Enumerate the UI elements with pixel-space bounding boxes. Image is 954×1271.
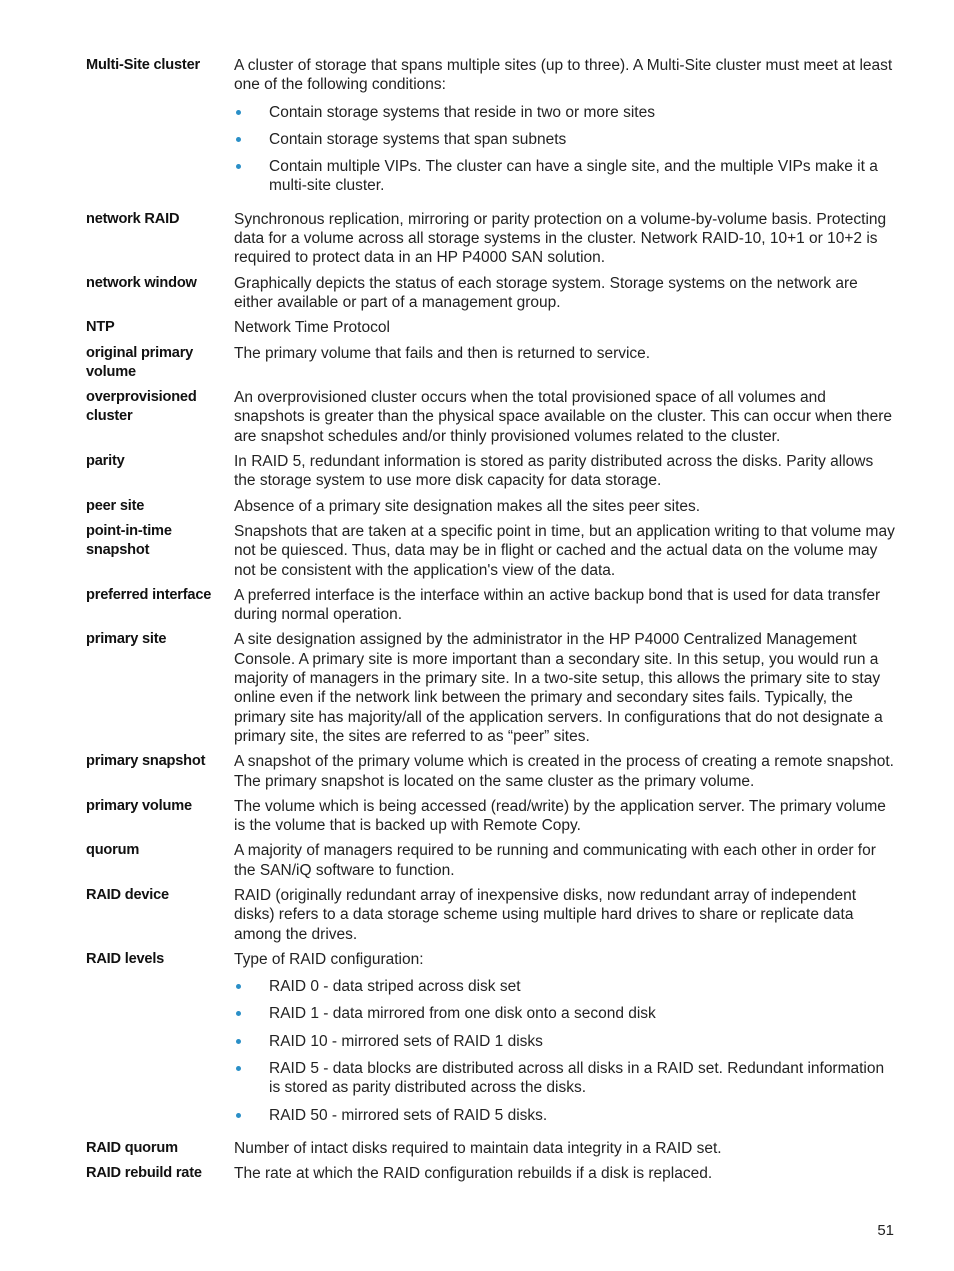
definition-text: The rate at which the RAID configuration rebuilds if a disk is replaced.: [234, 1165, 713, 1183]
bullet-item: RAID 1 - data mirrored from one disk onto a second disk: [234, 1004, 898, 1023]
definition-text: An overprovisioned cluster occurs when the total provisioned space of all volumes and snapshots is greater than the physical space available on the cluster. This can occur when there are snapshot schedules and/or thinly provisioned volumes related to the cluster.: [234, 389, 892, 445]
glossary-entry: [86, 210, 898, 268]
glossary-definition: [234, 210, 898, 268]
glossary-term: parity: [86, 453, 125, 470]
glossary-entry: [86, 752, 898, 791]
bullet-item: RAID 5 - data blocks are distributed across all disks in a RAID set. Redundant information is stored as parity distributed across the disks.: [234, 1059, 898, 1098]
definition-text: A site designation assigned by the administrator in the HP P4000 Centralized Management Console. A primary site is more important than a secondary site. In this setup, you would run a majority of managers in the primary site. In a two-site setup, this allows the primary site to stay online even if the network link between the primary and secondary sites fails. Typically, the primary site has majority/all of the application servers. In configurations that do not designate a primary site, the sites are referred to as “peer” sites.: [234, 631, 883, 745]
glossary-term: preferred interface: [86, 586, 212, 603]
glossary-term: overprovisioned cluster: [86, 389, 197, 425]
glossary-definition: [234, 797, 898, 836]
glossary-term: original primary volume: [86, 344, 194, 380]
definition-text: Synchronous replication, mirroring or parity protection on a volume-by-volume basis. Protecting data for a volume across all storage systems in the cluster. Network RAID-10, 10+1 or 10+2 is required to protect data in an HP P4000 SAN solution.: [234, 210, 887, 267]
glossary-entry: [86, 1164, 898, 1183]
definition-bullet-list: [234, 103, 898, 196]
glossary-definition: [234, 344, 898, 363]
glossary-entry: [86, 388, 898, 446]
glossary-term: RAID levels: [86, 950, 165, 967]
glossary-entry: [86, 318, 898, 337]
glossary-term: RAID quorum: [86, 1139, 178, 1156]
bullet-item: RAID 10 - mirrored sets of RAID 1 disks: [234, 1032, 898, 1051]
definition-bullet-list: [234, 977, 898, 1125]
glossary-entry: [86, 950, 898, 1133]
glossary-term: network window: [86, 274, 197, 291]
glossary-entry: [86, 452, 898, 491]
glossary-definition: [234, 274, 898, 313]
glossary-definition: [234, 886, 898, 944]
glossary-definition: [234, 630, 898, 746]
bullet-item: Contain multiple VIPs. The cluster can have a single site, and the multiple VIPs make it a multi-site cluster.: [234, 157, 898, 196]
definition-text: A snapshot of the primary volume which is created in the process of creating a remote snapshot. The primary snapshot is located on the same cluster as the primary volume.: [234, 753, 894, 790]
glossary-entry: [86, 497, 898, 516]
glossary-definition: [234, 1139, 898, 1158]
glossary-term: network RAID: [86, 210, 180, 227]
glossary-list: [86, 56, 898, 1184]
glossary-entry: [86, 841, 898, 880]
glossary-entry: [86, 586, 898, 625]
glossary-term: RAID rebuild rate: [86, 1165, 202, 1182]
definition-text: Snapshots that are taken at a specific point in time, but an application writing to that volume may not be quiesced. Thus, data may be in flight or cached and the actual data on the volume may not be consistent with the application's view of the data.: [234, 522, 895, 579]
glossary-definition: [234, 752, 898, 791]
definition-text: A preferred interface is the interface within an active backup bond that is used for data transfer during normal operation.: [234, 586, 881, 624]
glossary-entry: [86, 274, 898, 313]
definition-text: In RAID 5, redundant information is stored as parity distributed across the disks. Parity allows the storage system to use more disk capacity for data storage.: [234, 453, 874, 490]
definition-text: The primary volume that fails and then is returned to service.: [234, 344, 651, 362]
bullet-item: Contain storage systems that span subnets: [234, 130, 898, 149]
glossary-entry: [86, 630, 898, 746]
glossary-term: point-in-time snapshot: [86, 522, 172, 559]
glossary-definition: [234, 497, 898, 516]
glossary-term: primary site: [86, 631, 167, 648]
definition-text: Graphically depicts the status of each storage system. Storage systems on the network are either available or part of a management group.: [234, 274, 858, 311]
definition-text: Number of intact disks required to maintain data integrity in a RAID set.: [234, 1139, 722, 1157]
glossary-term: primary snapshot: [86, 753, 206, 770]
glossary-entry: [86, 797, 898, 836]
definition-text: A majority of managers required to be running and communicating with each other in order for the SAN/iQ software to function.: [234, 842, 876, 879]
definition-text: Type of RAID configuration:: [234, 950, 424, 968]
glossary-entry: [86, 56, 898, 204]
definition-text: RAID (originally redundant array of inexpensive disks, now redundant array of independent disks) refers to a data storage scheme using multiple hard drives to share or replicate data among the drives.: [234, 886, 857, 943]
glossary-definition: [234, 950, 898, 1133]
glossary-definition: [234, 56, 898, 204]
definition-text: Absence of a primary site designation makes all the sites peer sites.: [234, 497, 701, 515]
glossary-definition: [234, 522, 898, 580]
glossary-definition: [234, 318, 898, 337]
glossary-term: NTP: [86, 319, 115, 336]
glossary-entry: [86, 344, 898, 383]
glossary-definition: [234, 452, 898, 491]
glossary-definition: [234, 586, 898, 625]
glossary-term: Multi-Site cluster: [86, 57, 200, 73]
definition-text: The volume which is being accessed (read/write) by the application server. The primary volume is the volume that is backed up with Remote Copy.: [234, 797, 886, 835]
definition-text: Network Time Protocol: [234, 319, 390, 337]
glossary-entry: [86, 1139, 898, 1158]
glossary-term: peer site: [86, 497, 145, 514]
bullet-item: RAID 0 - data striped across disk set: [234, 977, 898, 996]
bullet-item: Contain storage systems that reside in two or more sites: [234, 103, 898, 122]
glossary-entry: [86, 522, 898, 580]
glossary-term: primary volume: [86, 797, 192, 814]
glossary-definition: [234, 388, 898, 446]
glossary-term: RAID device: [86, 886, 169, 903]
bullet-item: RAID 50 - mirrored sets of RAID 5 disks.: [234, 1106, 898, 1125]
page-number: 51: [877, 1222, 894, 1239]
glossary-entry: [86, 886, 898, 944]
definition-text: A cluster of storage that spans multiple sites (up to three). A Multi-Site cluster must meet at least one of the following conditions:: [234, 57, 893, 94]
glossary-term: quorum: [86, 842, 140, 859]
glossary-definition: [234, 1164, 898, 1183]
glossary-definition: [234, 841, 898, 880]
